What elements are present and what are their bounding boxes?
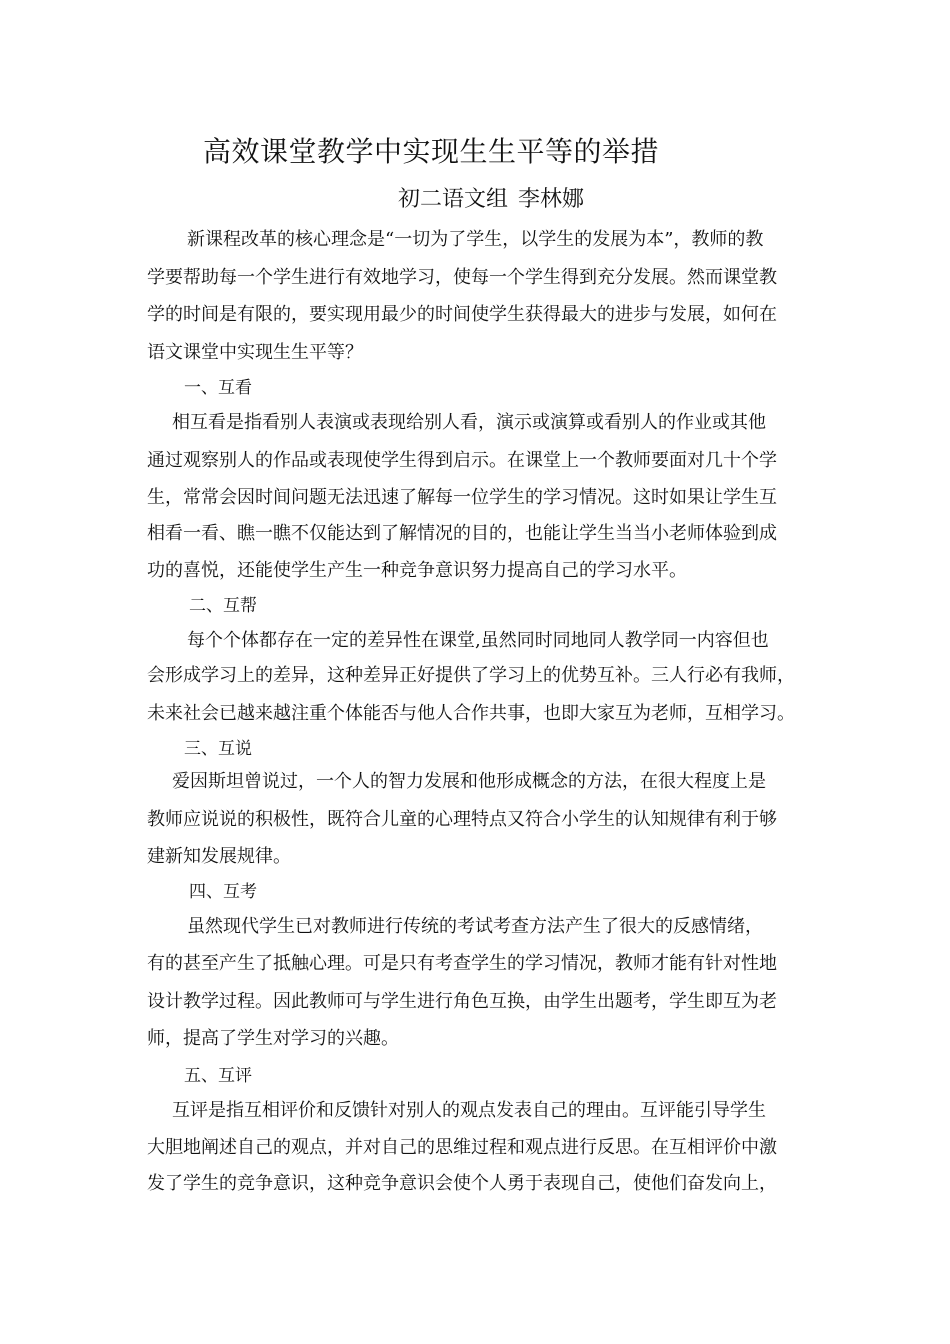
paragraph-line: 大胆地阐述自己的观点，并对自己的思维过程和观点进行反思。在互相评价中激	[147, 1137, 777, 1158]
paragraph-line: 建新知发展规律。	[147, 846, 291, 867]
document-title: 高效课堂教学中实现生生平等的举措	[203, 135, 660, 168]
section-heading: 三、互说	[184, 739, 252, 759]
paragraph-line: 师，提高了学生对学习的兴趣。	[147, 1028, 399, 1049]
paragraph-line: 生，常常会因时间问题无法迅速了解每一位学生的学习情况。这时如果让学生互	[147, 487, 777, 508]
paragraph-line: 功的喜悦，还能使学生产生一种竞争意识努力提高自己的学习水平。	[147, 560, 687, 581]
byline-author: 李林娜	[518, 187, 585, 212]
paragraph-line: 互评是指互相评价和反馈针对别人的观点发表自己的理由。互评能引导学生	[172, 1100, 766, 1121]
paragraph-line: 有的甚至产生了抵触心理。可是只有考查学生的学习情况，教师才能有针对性地	[147, 953, 777, 974]
paragraph-line: 未来社会已越来越注重个体能否与他人合作共事，也即大家互为老师，互相学习。	[147, 703, 795, 724]
paragraph-line: 设计教学过程。因此教师可与学生进行角色互换，由学生出题考，学生即互为老	[147, 991, 777, 1012]
paragraph-line: 相互看是指看别人表演或表现给别人看，演示或演算或看别人的作业或其他	[172, 412, 766, 433]
paragraph-line: 相看一看、瞧一瞧不仅能达到了解情况的目的，也能让学生当当小老师体验到成	[147, 523, 777, 544]
intro-line: 学的时间是有限的，要实现用最少的时间使学生获得最大的进步与发展，如何在	[147, 304, 777, 325]
section-heading: 二、互帮	[189, 596, 257, 616]
section-heading: 五、互评	[184, 1066, 252, 1086]
paragraph-line: 教师应说说的积极性，既符合儿童的心理特点又符合小学生的认知规律有利于够	[147, 809, 777, 830]
intro-line: 语文课堂中实现生生平等？	[147, 342, 363, 363]
paragraph-line: 发了学生的竞争意识，这种竞争意识会使个人勇于表现自己，使他们奋发向上，	[147, 1173, 777, 1194]
byline	[398, 183, 584, 217]
paragraph-line: 虽然现代学生已对教师进行传统的考试考查方法产生了很大的反感情绪，	[187, 916, 763, 937]
byline-group: 初二语文组	[398, 187, 509, 212]
intro-line: 学要帮助每一个学生进行有效地学习，使每一个学生得到充分发展。然而课堂教	[147, 267, 777, 288]
paragraph-line: 每个个体都存在一定的差异性在课堂,虽然同时同地同人教学同一内容但也	[187, 630, 769, 651]
section-heading: 一、互看	[184, 378, 252, 398]
section-heading: 四、互考	[189, 882, 257, 902]
paragraph-line: 通过观察别人的作品或表现使学生得到启示。在课堂上一个教师要面对几十个学	[147, 450, 777, 471]
paragraph-line: 爱因斯坦曾说过，一个人的智力发展和他形成概念的方法，在很大程度上是	[172, 771, 766, 792]
paragraph-line: 会形成学习上的差异，这种差异正好提供了学习上的优势互补。三人行必有我师，	[147, 665, 795, 686]
intro-line: 新课程改革的核心理念是“一切为了学生，以学生的发展为本”，教师的教	[187, 229, 764, 250]
